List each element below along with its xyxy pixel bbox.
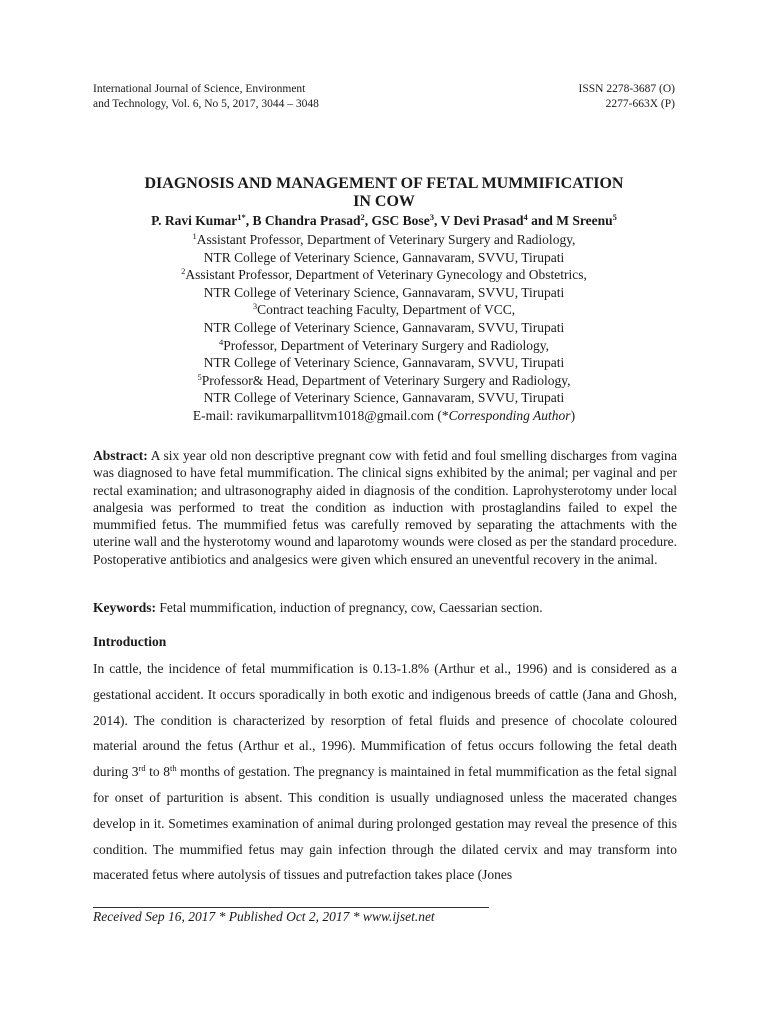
ordinal-suffix: th	[169, 763, 177, 774]
journal-line-1: International Journal of Science, Environment	[93, 83, 306, 95]
affiliation-line	[60, 231, 708, 249]
author	[372, 213, 441, 228]
affiliation-mark: 4	[218, 336, 224, 347]
affiliation-role: Contract teaching Faculty, Department of VCC,	[257, 302, 516, 318]
author-affil-mark: 5	[612, 212, 617, 222]
author-affil-mark: 4	[523, 212, 528, 222]
author-affil-mark: 3	[429, 212, 434, 222]
issn-block	[579, 82, 675, 112]
author-name: V Devi Prasad	[440, 213, 524, 228]
affiliations	[60, 231, 708, 425]
affiliation-role: Professor, Department of Veterinary Surgery and Radiology,	[223, 337, 549, 353]
keywords	[93, 599, 677, 616]
affiliation-role: Assistant Professor, Department of Veterinary Surgery and Radiology,	[196, 232, 576, 247]
affiliation-institution: NTR College of Veterinary Science, Gannavaram, SVVU, Tirupati	[203, 390, 565, 406]
email-suffix: )	[570, 407, 576, 423]
keywords-text: Fetal mummification, induction of pregnancy, cow, Caessarian section.	[159, 600, 543, 615]
author-separator: ,	[245, 213, 253, 228]
affiliation-mark: 2	[181, 266, 186, 277]
introduction-paragraph	[93, 656, 677, 888]
author-separator: and	[527, 213, 557, 228]
affiliation-role: Professor& Head, Department of Veterinary Surgery and Radiology,	[201, 372, 571, 388]
author-affil-mark: 1*	[237, 212, 246, 222]
author-affil-mark: 2	[360, 212, 365, 222]
ordinal-suffix: rd	[138, 763, 146, 774]
affiliation-institution: NTR College of Veterinary Science, Gannavaram, SVVU, Tirupati	[203, 284, 565, 300]
section-heading-introduction: Introduction	[93, 634, 167, 649]
email-address: E-mail: ravikumarpallitvm1018@gmail.com (*	[192, 407, 449, 423]
affiliation-institution: NTR College of Veterinary Science, Gannavaram, SVVU, Tirupati	[203, 249, 565, 265]
author	[253, 213, 372, 228]
affiliation-line	[60, 337, 708, 355]
author-name: B Chandra Prasad	[252, 213, 361, 228]
affiliation-mark: 5	[197, 371, 202, 382]
title-line-2: IN COW	[353, 193, 415, 210]
publication-footer: Received Sep 16, 2017 * Published Oct 2, 2017 * www.ijset.net	[93, 909, 435, 924]
corresponding-author-note: Corresponding Author	[448, 407, 571, 423]
journal-line-2: and Technology, Vol. 6, No 5, 2017, 3044 – 3048	[93, 98, 319, 110]
journal-citation	[93, 82, 319, 112]
affiliation-institution: NTR College of Veterinary Science, Gannavaram, SVVU, Tirupati	[203, 319, 565, 335]
affiliation-mark: 3	[252, 301, 258, 312]
author-name: GSC Bose	[371, 213, 430, 228]
author	[151, 213, 252, 228]
author-separator: ,	[433, 213, 441, 228]
intro-text-2: to 8	[145, 764, 170, 780]
intro-text-3: months of gestation. The pregnancy is maintained in fetal mummification as the fetal signal for onset of parturition is absent. This condition is usually undiagnosed unless the macerated changes develop in it. Sometimes examination of animal during prolonged gestation may reveal the presence of this condition. The mummified fetus may gain infection through the dilated cervix and may transform into macerated fetus where autolysis of tissues and putrefaction takes place (Jones	[93, 764, 677, 883]
author	[440, 213, 556, 228]
author-name: M Sreenu	[556, 213, 613, 228]
author-name: P. Ravi Kumar	[151, 213, 238, 228]
paper-title	[60, 175, 708, 211]
affiliation-institution: NTR College of Veterinary Science, Gannavaram, SVVU, Tirupati	[203, 355, 565, 371]
email-line	[60, 407, 708, 425]
author	[556, 213, 617, 228]
author-list	[60, 212, 708, 230]
intro-text-1: In cattle, the incidence of fetal mummification is 0.13-1.8% (Arthur et al., 1996) and is considered as a gestational accident. It occurs sporadically in both exotic and indigenous breeds of cattle (Jana and Ghosh, 2014). The condition is characterized by resorption of fetal fluids and presence of chocolate coloured material around the fetus (Arthur et al., 1996). Mummification of fetus occurs following the fetal death during 3	[93, 661, 677, 780]
abstract-text: A six year old non descriptive pregnant cow with fetid and foul smelling discharges from vagina was diagnosed to have fetal mummification. The clinical signs exhibited by the animal; per vaginal and per rectal examination; and ultrasonography aided in diagnosis of the condition. Laprohysterotomy under local analgesia was performed to treat the condition as induction with prostaglandins failed to expel the mummified fetus. The mummified fetus was carefully removed by separating the attachments with the uterine wall and the hysterotomy wound and laparotomy wounds were closed as per the standard procedure. Postoperative antibiotics and analgesics were given which ensured an uneventful recovery in the animal.	[93, 448, 677, 567]
affiliation-mark: 1	[192, 231, 197, 241]
abstract	[93, 447, 677, 568]
keywords-label: Keywords:	[93, 600, 156, 615]
affiliation-line	[60, 301, 708, 319]
affiliation-line	[60, 372, 708, 390]
issn-print: 2277-663X (P)	[605, 98, 675, 110]
affiliation-role: Assistant Professor, Department of Veterinary Gynecology and Obstetrics,	[185, 267, 587, 283]
abstract-label: Abstract:	[93, 448, 148, 463]
title-line-1: DIAGNOSIS AND MANAGEMENT OF FETAL MUMMIFICATION	[144, 175, 624, 192]
affiliation-line	[60, 266, 708, 284]
issn-online: ISSN 2278-3687 (O)	[578, 83, 675, 95]
author-separator: ,	[364, 213, 372, 228]
